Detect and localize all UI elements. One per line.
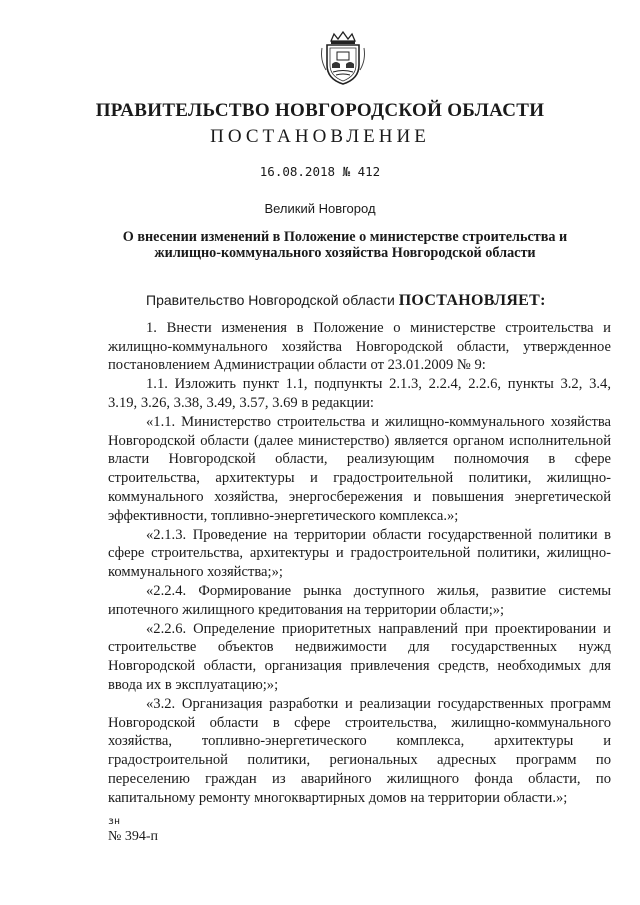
document-body [108, 291, 611, 808]
registration-number: № 394-п [108, 829, 159, 844]
paragraph: «2.2.6. Определение приоритетных направлений при проектировании и строительстве объектов недвижимости для государственных нужд Новгородской области, организация привлечения средств, необходимых для ввода их в эксплуатацию;»; [108, 620, 611, 693]
paragraph: 1.1. Изложить пункт 1.1, подпункты 2.1.3, 2.2.4, 2.2.6, пункты 3.2, 3.4, 3.19, 3.26, 3.38, 3.49, 3.57, 3.69 в редакции: [108, 376, 611, 411]
paragraph: «3.2. Организация разработки и реализации государственных программ Новгородской области в сфере строительства, жилищно-коммунального хозяйства, топливно-энергетического комплекса, архитектуры и градостроительной политики, региональных адресных программ по переселению граждан из аварийного жилищного фонда области, по капитальному ремонту многоквартирных домов на территории области.»; [108, 695, 611, 806]
novgorod-coat-of-arms-icon [318, 30, 368, 86]
government-title: ПРАВИТЕЛЬСТВО НОВГОРОДСКОЙ ОБЛАСТИ [95, 100, 545, 121]
document-type: ПОСТАНОВЛЕНИЕ [210, 126, 430, 147]
paragraph: «2.1.3. Проведение на территории области государственной политики в сфере строительства, архитектуры и градостроительной политики, жилищно-коммунального хозяйства;»; [108, 526, 611, 581]
intro-text: Правительство Новгородской области [146, 292, 399, 308]
document-subject: О внесении изменений в Положение о министерстве строительства и жилищно-коммунального хозяйства Новгородской области [122, 229, 568, 261]
intro-decree: ПОСТАНОВЛЯЕТ: [398, 292, 546, 309]
paragraph: «1.1. Министерство строительства и жилищно-коммунального хозяйства Новгородской области (далее министерство) является органом исполнительной власти Новгородской области, реализующим полномочия в сфере строительства, архитектуры и градостроительной политики, жилищно-коммунального хозяйства, энергосбережения и повышения энергетической эффективности, топливно-энергетического комплекса.»; [108, 413, 611, 524]
paragraph: «2.2.4. Формирование рынка доступного жилья, развитие системы ипотечного жилищного кредитования на территории области;»; [108, 582, 611, 618]
date-and-number: 16.08.2018 № 412 [259, 164, 381, 179]
city: Великий Новгород [264, 201, 376, 216]
paragraph: 1. Внести изменения в Положение о министерстве строительства и жилищно-коммунального хозяйства Новгородской области, утвержденное постановлением Администрации области от 23.01.2009 № 9: [108, 319, 611, 374]
resolution-intro [108, 291, 611, 311]
executor-code: зн [108, 816, 121, 827]
